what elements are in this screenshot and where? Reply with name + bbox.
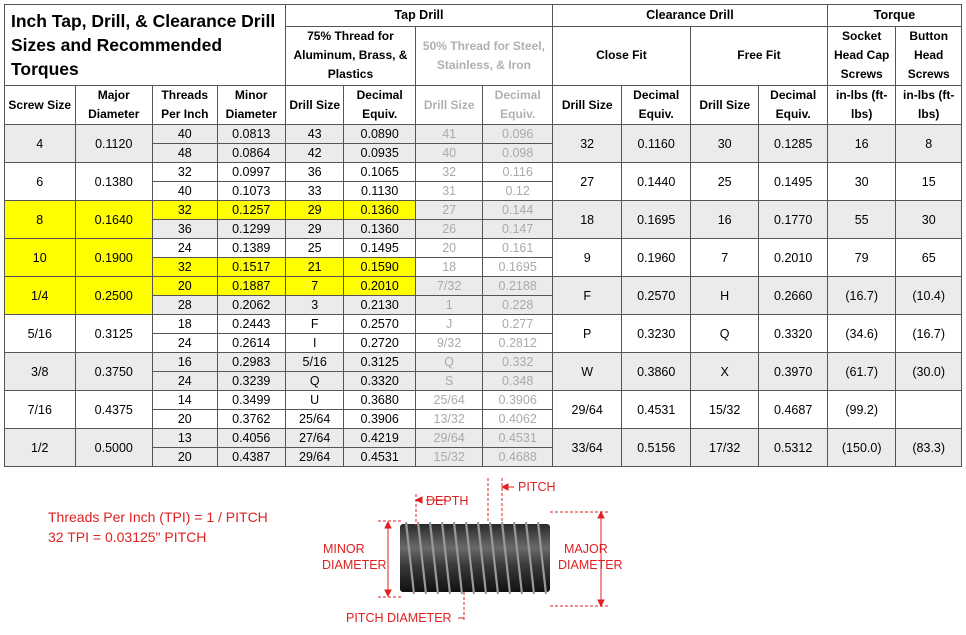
tpi-cell: 48 bbox=[153, 144, 217, 163]
decimal-75-cell: 0.1495 bbox=[344, 239, 416, 258]
decimal-50-cell: 0.098 bbox=[483, 144, 553, 163]
drill-50-cell: 32 bbox=[415, 163, 482, 182]
drill-50-cell: J bbox=[415, 315, 482, 334]
pitch-diameter-label: PITCH DIAMETER bbox=[346, 611, 452, 625]
minor-diameter-cell: 0.4056 bbox=[217, 429, 285, 448]
major-diameter-cell: 0.1380 bbox=[75, 163, 153, 201]
drill-50-cell: 31 bbox=[415, 182, 482, 201]
drill-50-cell: 40 bbox=[415, 144, 482, 163]
screw-size-cell: 7/16 bbox=[5, 391, 76, 429]
free-fit-decimal-cell: 0.1770 bbox=[759, 201, 828, 239]
decimal-50-cell: 0.096 bbox=[483, 125, 553, 144]
decimal-75-cell: 0.2010 bbox=[344, 277, 416, 296]
decimal-75-cell: 0.0890 bbox=[344, 125, 416, 144]
tpi-cell: 32 bbox=[153, 163, 217, 182]
tpi-cell: 40 bbox=[153, 182, 217, 201]
col-drill-size-close: Drill Size bbox=[552, 86, 622, 125]
screw-size-cell: 3/8 bbox=[5, 353, 76, 391]
close-fit-drill-cell: 32 bbox=[552, 125, 622, 163]
minor-diameter-cell: 0.2983 bbox=[217, 353, 285, 372]
tpi-cell: 32 bbox=[153, 258, 217, 277]
decimal-50-cell: 0.144 bbox=[483, 201, 553, 220]
torque-button-cell: (10.4) bbox=[896, 277, 962, 315]
col-decimal-free: Decimal Equiv. bbox=[759, 86, 828, 125]
threaded-rod-image bbox=[400, 522, 550, 594]
decimal-50-cell: 0.348 bbox=[483, 372, 553, 391]
tpi-example: 32 TPI = 0.03125" PITCH bbox=[48, 529, 207, 545]
minor-diameter-cell: 0.0997 bbox=[217, 163, 285, 182]
major-diameter-cell: 0.2500 bbox=[75, 277, 153, 315]
col-decimal-close: Decimal Equiv. bbox=[622, 86, 690, 125]
tpi-cell: 36 bbox=[153, 220, 217, 239]
drill-75-cell: 27/64 bbox=[285, 429, 343, 448]
torque-button-cell: (83.3) bbox=[896, 429, 962, 467]
drill-75-cell: I bbox=[285, 334, 343, 353]
close-fit-drill-cell: 33/64 bbox=[552, 429, 622, 467]
decimal-75-cell: 0.1590 bbox=[344, 258, 416, 277]
drill-50-cell: 7/32 bbox=[415, 277, 482, 296]
close-fit-decimal-cell: 0.3860 bbox=[622, 353, 690, 391]
table-row bbox=[5, 125, 962, 144]
close-fit-decimal-cell: 0.5156 bbox=[622, 429, 690, 467]
torque-button-cell: (30.0) bbox=[896, 353, 962, 391]
minor-diameter-cell: 0.2614 bbox=[217, 334, 285, 353]
screw-size-cell: 6 bbox=[5, 163, 76, 201]
close-fit-decimal-cell: 0.2570 bbox=[622, 277, 690, 315]
decimal-75-cell: 0.2720 bbox=[344, 334, 416, 353]
drill-75-cell: 36 bbox=[285, 163, 343, 182]
col-torque-button: in-lbs (ft-lbs) bbox=[896, 86, 962, 125]
table-row bbox=[5, 163, 962, 182]
major-diameter-cell: 0.1900 bbox=[75, 239, 153, 277]
group-torque: Torque bbox=[827, 5, 961, 27]
table-row bbox=[5, 239, 962, 258]
drill-75-cell: 25 bbox=[285, 239, 343, 258]
free-fit-decimal-cell: 0.5312 bbox=[759, 429, 828, 467]
col-torque-socket: in-lbs (ft-lbs) bbox=[827, 86, 895, 125]
drill-75-cell: 33 bbox=[285, 182, 343, 201]
torque-button-cell: 15 bbox=[896, 163, 962, 201]
drill-50-cell: 1 bbox=[415, 296, 482, 315]
decimal-75-cell: 0.1065 bbox=[344, 163, 416, 182]
tpi-cell: 32 bbox=[153, 201, 217, 220]
major-diameter-label-2: DIAMETER bbox=[558, 558, 623, 572]
close-fit-drill-cell: W bbox=[552, 353, 622, 391]
decimal-75-cell: 0.2130 bbox=[344, 296, 416, 315]
decimal-50-cell: 0.3906 bbox=[483, 391, 553, 410]
col-drill-size-75: Drill Size bbox=[285, 86, 343, 125]
tpi-cell: 13 bbox=[153, 429, 217, 448]
drill-50-cell: 20 bbox=[415, 239, 482, 258]
free-fit-drill-cell: 7 bbox=[690, 239, 758, 277]
free-fit-drill-cell: Q bbox=[690, 315, 758, 353]
free-fit-drill-cell: 15/32 bbox=[690, 391, 758, 429]
subgroup-75-thread: 75% Thread for Aluminum, Brass, & Plastics bbox=[285, 26, 415, 85]
minor-diameter-cell: 0.3762 bbox=[217, 410, 285, 429]
minor-diameter-cell: 0.1517 bbox=[217, 258, 285, 277]
col-minor-diameter: Minor Diameter bbox=[217, 86, 285, 125]
tpi-cell: 18 bbox=[153, 315, 217, 334]
tpi-cell: 14 bbox=[153, 391, 217, 410]
minor-diameter-cell: 0.1299 bbox=[217, 220, 285, 239]
subgroup-50-thread: 50% Thread for Steel, Stainless, & Iron bbox=[415, 26, 552, 85]
table-row bbox=[5, 277, 962, 296]
torque-button-cell: 8 bbox=[896, 125, 962, 163]
decimal-75-cell: 0.3680 bbox=[344, 391, 416, 410]
minor-diameter-cell: 0.0813 bbox=[217, 125, 285, 144]
close-fit-decimal-cell: 0.1960 bbox=[622, 239, 690, 277]
minor-diameter-cell: 0.1257 bbox=[217, 201, 285, 220]
free-fit-decimal-cell: 0.2660 bbox=[759, 277, 828, 315]
subgroup-close-fit: Close Fit bbox=[552, 26, 690, 85]
drill-75-cell: 7 bbox=[285, 277, 343, 296]
minor-diameter-cell: 0.3239 bbox=[217, 372, 285, 391]
screw-size-cell: 10 bbox=[5, 239, 76, 277]
drill-50-cell: 13/32 bbox=[415, 410, 482, 429]
drill-75-cell: F bbox=[285, 315, 343, 334]
torque-socket-cell: 30 bbox=[827, 163, 895, 201]
major-diameter-label-1: MAJOR bbox=[564, 542, 608, 556]
table-row bbox=[5, 315, 962, 334]
free-fit-drill-cell: H bbox=[690, 277, 758, 315]
decimal-50-cell: 0.1695 bbox=[483, 258, 553, 277]
depth-label: DEPTH bbox=[426, 494, 469, 508]
free-fit-decimal-cell: 0.4687 bbox=[759, 391, 828, 429]
decimal-50-cell: 0.2812 bbox=[483, 334, 553, 353]
decimal-50-cell: 0.4531 bbox=[483, 429, 553, 448]
subgroup-free-fit: Free Fit bbox=[690, 26, 827, 85]
close-fit-drill-cell: 9 bbox=[552, 239, 622, 277]
tpi-cell: 20 bbox=[153, 277, 217, 296]
tpi-cell: 40 bbox=[153, 125, 217, 144]
screw-size-cell: 1/2 bbox=[5, 429, 76, 467]
tpi-cell: 28 bbox=[153, 296, 217, 315]
table-title: Inch Tap, Drill, & Clearance Drill Sizes and Recommended Torques bbox=[5, 5, 286, 86]
tpi-cell: 24 bbox=[153, 372, 217, 391]
decimal-50-cell: 0.12 bbox=[483, 182, 553, 201]
col-decimal-50: Decimal Equiv. bbox=[483, 86, 553, 125]
minor-diameter-cell: 0.2062 bbox=[217, 296, 285, 315]
close-fit-drill-cell: F bbox=[552, 277, 622, 315]
free-fit-drill-cell: 25 bbox=[690, 163, 758, 201]
drill-50-cell: 9/32 bbox=[415, 334, 482, 353]
drill-50-cell: 41 bbox=[415, 125, 482, 144]
tpi-cell: 24 bbox=[153, 239, 217, 258]
drill-50-cell: 26 bbox=[415, 220, 482, 239]
free-fit-decimal-cell: 0.2010 bbox=[759, 239, 828, 277]
close-fit-decimal-cell: 0.4531 bbox=[622, 391, 690, 429]
drill-50-cell: Q bbox=[415, 353, 482, 372]
drill-75-cell: 5/16 bbox=[285, 353, 343, 372]
major-diameter-cell: 0.5000 bbox=[75, 429, 153, 467]
minor-diameter-cell: 0.0864 bbox=[217, 144, 285, 163]
col-drill-size-50: Drill Size bbox=[415, 86, 482, 125]
major-diameter-cell: 0.1120 bbox=[75, 125, 153, 163]
torque-socket-cell: (16.7) bbox=[827, 277, 895, 315]
drill-50-cell: 29/64 bbox=[415, 429, 482, 448]
minor-diameter-cell: 0.2443 bbox=[217, 315, 285, 334]
decimal-50-cell: 0.116 bbox=[483, 163, 553, 182]
torque-button-cell: 30 bbox=[896, 201, 962, 239]
minor-diameter-cell: 0.4387 bbox=[217, 448, 285, 467]
drill-50-cell: 15/32 bbox=[415, 448, 482, 467]
tpi-cell: 24 bbox=[153, 334, 217, 353]
table-row bbox=[5, 429, 962, 448]
major-diameter-cell: 0.3750 bbox=[75, 353, 153, 391]
drill-75-cell: 21 bbox=[285, 258, 343, 277]
major-diameter-cell: 0.1640 bbox=[75, 201, 153, 239]
drill-75-cell: 29 bbox=[285, 220, 343, 239]
screw-size-cell: 1/4 bbox=[5, 277, 76, 315]
minor-diameter-cell: 0.3499 bbox=[217, 391, 285, 410]
decimal-50-cell: 0.228 bbox=[483, 296, 553, 315]
decimal-50-cell: 0.147 bbox=[483, 220, 553, 239]
torque-socket-cell: (150.0) bbox=[827, 429, 895, 467]
minor-diameter-cell: 0.1389 bbox=[217, 239, 285, 258]
decimal-75-cell: 0.4219 bbox=[344, 429, 416, 448]
tpi-formula: Threads Per Inch (TPI) = 1 / PITCH bbox=[48, 509, 268, 525]
drill-50-cell: 27 bbox=[415, 201, 482, 220]
group-tap-drill: Tap Drill bbox=[285, 5, 552, 27]
torque-socket-cell: 55 bbox=[827, 201, 895, 239]
torque-socket-cell: (61.7) bbox=[827, 353, 895, 391]
torque-socket-cell: 16 bbox=[827, 125, 895, 163]
decimal-50-cell: 0.332 bbox=[483, 353, 553, 372]
drill-50-cell: 18 bbox=[415, 258, 482, 277]
close-fit-decimal-cell: 0.1695 bbox=[622, 201, 690, 239]
subgroup-button-head: Button Head Screws bbox=[896, 26, 962, 85]
close-fit-decimal-cell: 0.1440 bbox=[622, 163, 690, 201]
col-drill-size-free: Drill Size bbox=[690, 86, 758, 125]
decimal-75-cell: 0.1360 bbox=[344, 220, 416, 239]
torque-button-cell: (16.7) bbox=[896, 315, 962, 353]
close-fit-drill-cell: 29/64 bbox=[552, 391, 622, 429]
table-row bbox=[5, 353, 962, 372]
decimal-50-cell: 0.4688 bbox=[483, 448, 553, 467]
free-fit-drill-cell: 17/32 bbox=[690, 429, 758, 467]
tpi-cell: 20 bbox=[153, 410, 217, 429]
drill-75-cell: U bbox=[285, 391, 343, 410]
tpi-cell: 16 bbox=[153, 353, 217, 372]
torque-socket-cell: (99.2) bbox=[827, 391, 895, 429]
table-body bbox=[5, 125, 962, 467]
decimal-75-cell: 0.1360 bbox=[344, 201, 416, 220]
pitch-note bbox=[48, 507, 268, 547]
decimal-75-cell: 0.0935 bbox=[344, 144, 416, 163]
minor-diameter-label-2: DIAMETER bbox=[322, 558, 387, 572]
decimal-75-cell: 0.3320 bbox=[344, 372, 416, 391]
close-fit-drill-cell: P bbox=[552, 315, 622, 353]
decimal-75-cell: 0.3906 bbox=[344, 410, 416, 429]
major-diameter-cell: 0.4375 bbox=[75, 391, 153, 429]
drill-75-cell: 25/64 bbox=[285, 410, 343, 429]
major-diameter-cell: 0.3125 bbox=[75, 315, 153, 353]
group-clearance-drill: Clearance Drill bbox=[552, 5, 827, 27]
decimal-75-cell: 0.2570 bbox=[344, 315, 416, 334]
close-fit-drill-cell: 18 bbox=[552, 201, 622, 239]
torque-socket-cell: 79 bbox=[827, 239, 895, 277]
col-major-diameter: Major Diameter bbox=[75, 86, 153, 125]
free-fit-decimal-cell: 0.1285 bbox=[759, 125, 828, 163]
pitch-label: PITCH bbox=[518, 480, 556, 494]
col-decimal-75: Decimal Equiv. bbox=[344, 86, 416, 125]
drill-50-cell: S bbox=[415, 372, 482, 391]
torque-socket-cell: (34.6) bbox=[827, 315, 895, 353]
subgroup-socket-head: Socket Head Cap Screws bbox=[827, 26, 895, 85]
table-row bbox=[5, 201, 962, 220]
torque-button-cell bbox=[896, 391, 962, 429]
drill-75-cell: 3 bbox=[285, 296, 343, 315]
drill-75-cell: Q bbox=[285, 372, 343, 391]
free-fit-decimal-cell: 0.3320 bbox=[759, 315, 828, 353]
drill-75-cell: 29/64 bbox=[285, 448, 343, 467]
screw-size-cell: 4 bbox=[5, 125, 76, 163]
drill-75-cell: 43 bbox=[285, 125, 343, 144]
screw-size-cell: 5/16 bbox=[5, 315, 76, 353]
torque-button-cell: 65 bbox=[896, 239, 962, 277]
minor-diameter-cell: 0.1073 bbox=[217, 182, 285, 201]
drill-50-cell: 25/64 bbox=[415, 391, 482, 410]
tap-drill-table bbox=[4, 4, 962, 467]
col-tpi: Threads Per Inch bbox=[153, 86, 217, 125]
close-fit-decimal-cell: 0.1160 bbox=[622, 125, 690, 163]
drill-75-cell: 42 bbox=[285, 144, 343, 163]
decimal-50-cell: 0.161 bbox=[483, 239, 553, 258]
free-fit-decimal-cell: 0.3970 bbox=[759, 353, 828, 391]
decimal-50-cell: 0.4062 bbox=[483, 410, 553, 429]
minor-diameter-cell: 0.1887 bbox=[217, 277, 285, 296]
free-fit-decimal-cell: 0.1495 bbox=[759, 163, 828, 201]
decimal-50-cell: 0.2188 bbox=[483, 277, 553, 296]
decimal-50-cell: 0.277 bbox=[483, 315, 553, 334]
close-fit-drill-cell: 27 bbox=[552, 163, 622, 201]
decimal-75-cell: 0.1130 bbox=[344, 182, 416, 201]
table-row bbox=[5, 391, 962, 410]
free-fit-drill-cell: 30 bbox=[690, 125, 758, 163]
decimal-75-cell: 0.3125 bbox=[344, 353, 416, 372]
thread-diagram bbox=[318, 474, 638, 632]
minor-diameter-label-1: MINOR bbox=[323, 542, 365, 556]
free-fit-drill-cell: 16 bbox=[690, 201, 758, 239]
drill-75-cell: 29 bbox=[285, 201, 343, 220]
decimal-75-cell: 0.4531 bbox=[344, 448, 416, 467]
col-screw-size: Screw Size bbox=[5, 86, 76, 125]
free-fit-drill-cell: X bbox=[690, 353, 758, 391]
tpi-cell: 20 bbox=[153, 448, 217, 467]
screw-size-cell: 8 bbox=[5, 201, 76, 239]
close-fit-decimal-cell: 0.3230 bbox=[622, 315, 690, 353]
